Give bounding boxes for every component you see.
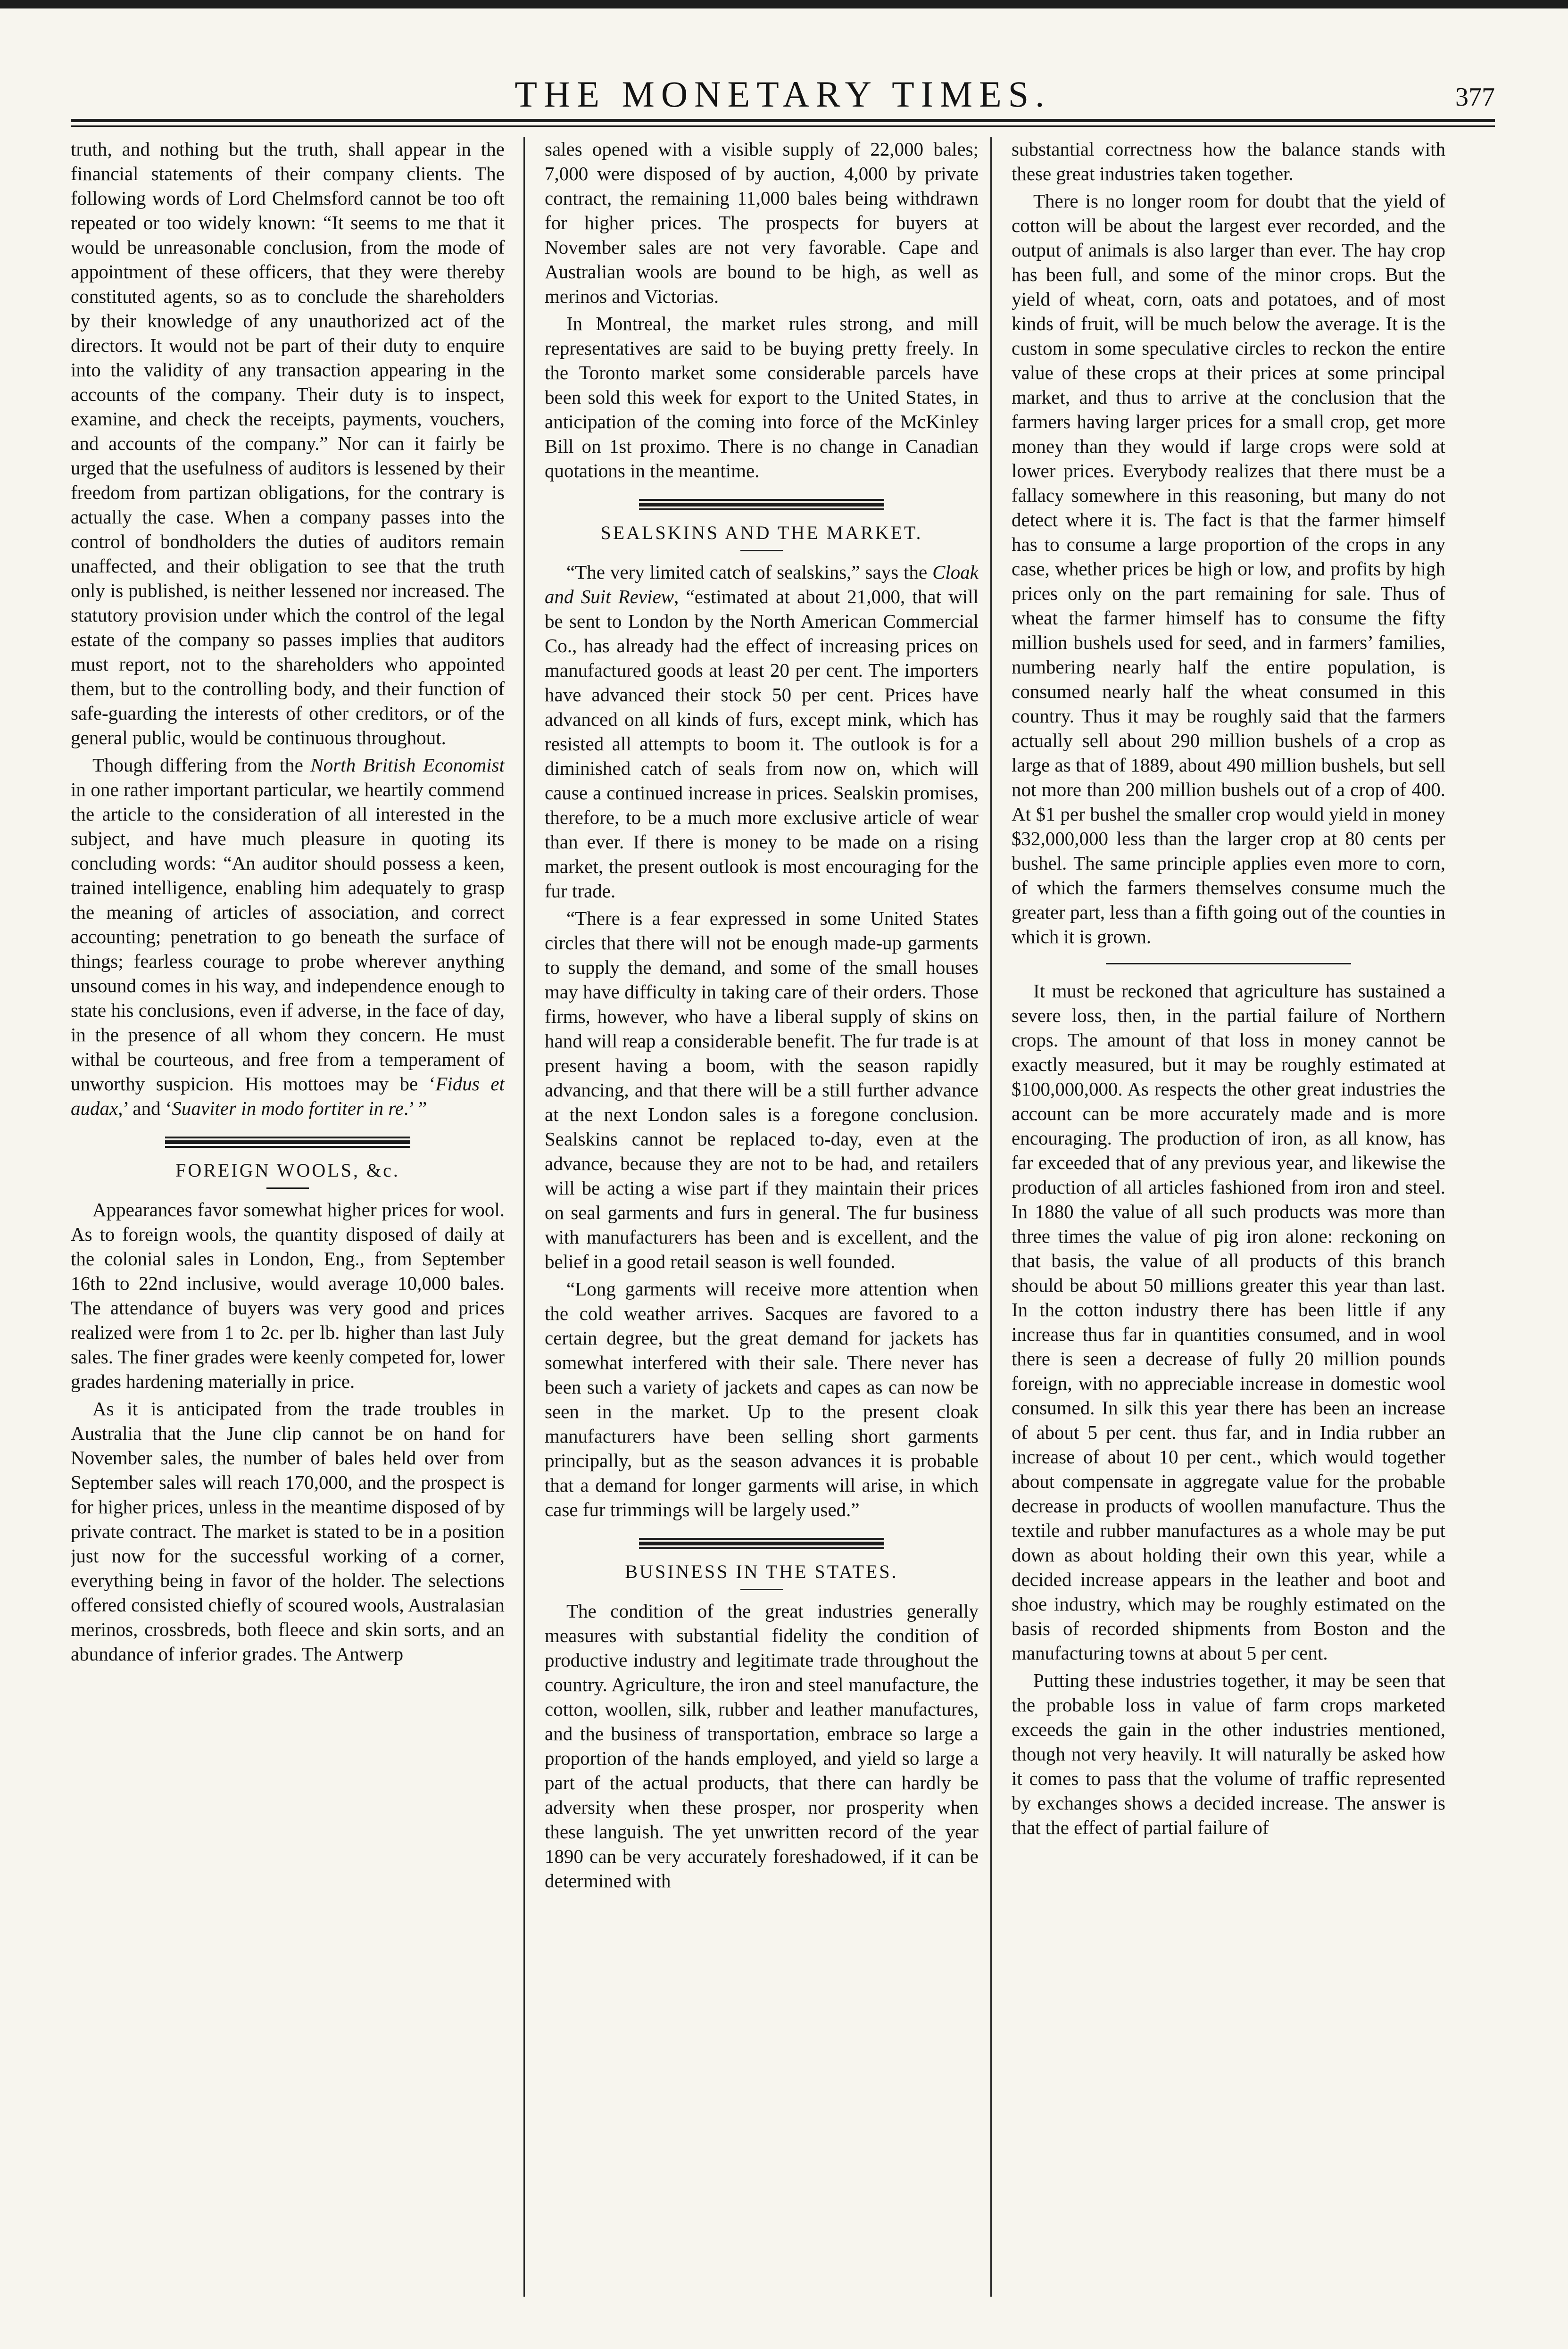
motto: Fidus et audax [71, 1073, 505, 1119]
header-rule-thin [71, 125, 1495, 127]
column-1 [71, 137, 505, 2297]
page-title: THE MONETARY TIMES. [514, 74, 1051, 115]
section-separator [165, 1137, 410, 1148]
header-rule-thick [71, 119, 1495, 122]
paragraph: substantial correctness how the balance stands with these great industries taken together. [1012, 138, 1445, 184]
paragraph: The condition of the great industries generally measures with substantial fidelity the condition of productive industry and legitimate trade throughout the country. Agriculture, the iron and steel manufacture, the cotton, woollen, silk, rubber and leather manufactures, and the business of transportation, embrace so large a proportion of the hands employed, and yield so large a part of the actual products, that there can hardly be adversity when these prosper, nor prosperity when these languish. The yet unwritten record of the year 1890 can be very accurately foreshadowed, if it can be determined with [545, 1600, 979, 1892]
top-edge-mark [0, 0, 1568, 8]
heading-underline [740, 550, 783, 551]
paragraph: Though differing from the North British Economist in one rather important particular, we heartily commend the article to the consideration of all interested in the subject, and have much pleasure in quoting its concluding words: “An auditor should possess a keen, trained intelligence, enabling him adequately to grasp the meaning of articles of association, and correct accounting; penetration to go beneath the surface of things; fearless courage to probe wherever anything unsound comes in his way, and independence enough to state his conclusions, even if adverse, in the face of day, in the presence of all whom they concern. He must withal be courteous, and free from a temperament of unworthy suspicion. His mottoes may be ‘Fidus et audax,’ and ‘Suaviter in modo fortiter in re.’ ” [71, 754, 505, 1119]
heading-underline [266, 1187, 309, 1189]
motto: Suaviter in modo fortiter in re [172, 1097, 404, 1119]
section-separator [639, 499, 884, 510]
column-divider [523, 137, 525, 2297]
paragraph: As it is anticipated from the trade troubles in Australia that the June clip cannot be on hand for November sales, the number of bales held over from September sales will reach 170,000, and the prospect is for higher prices, unless in the meantime disposed of by private contract. The market is stated to be in a position just now for the successful working of a corner, everything being in favor of the holder. The selections offered consisted chiefly of scoured wools, Australasian merinos, crossbreds, both fleece and skin sorts, and an abundance of inferior grades. The Antwerp [71, 1398, 505, 1665]
paragraph: Appearances favor somewhat higher prices for wool. As to foreign wools, the quantity disposed of daily at the colonial sales in London, Eng., from September 16th to 22nd inclusive, would average 10,000 bales. The attendance of buyers was very good and prices realized were from 1 to 2c. per lb. higher than last July sales. The finer grades were keenly competed for, lower grades hardening materially in price. [71, 1199, 505, 1392]
page-number: 377 [1455, 83, 1495, 112]
paragraph-separator [1106, 963, 1351, 964]
section-heading-foreign-wools: FOREIGN WOOLS, &c. [175, 1160, 400, 1181]
masthead [71, 71, 1495, 118]
heading-underline [740, 1589, 783, 1590]
column-divider [990, 137, 992, 2297]
paragraph: There is no longer room for doubt that the yield of cotton will be about the largest ever recorded, and the output of animals is also larger than ever. The hay crop has been full, and some of the minor crops. But the yield of wheat, corn, oats and potatoes, and of most kinds of fruit, will be much below the average. It is the custom in some speculative circles to reckon the entire value of these crops at their prices at some principal market, and thus to arrive at the conclusion that the farmers having larger prices for a small crop, get more money than they would if large crops were sold at lower prices. Everybody realizes that there must be a fallacy somewhere in this reasoning, but many do not detect where it is. The fact is that the farmer himself has to consume a large proportion of the crops in any case, whether prices be high or low, and profits by high prices only on the part remaining for sale. Thus of wheat the farmer himself has to consume the fifty million bushels used for seed, and in farmers’ families, numbering nearly half the entire population, is consumed nearly half the wheat consumed in this country. Thus it may be roughly said that the farmers actually sell about 290 million bushels of a crop as large as that of 1889, about 490 million bushels, but sell not more than 200 million bushels out of a crop of 400. At $1 per bushel the smaller crop would yield in money $32,000,000 less than the larger crop at 80 cents per bushel. The same principle applies even more to corn, of which the farmers themselves consume much the greater part, less than a fifth going out of the counties in which it is grown. [1012, 190, 1445, 947]
section-heading-business: BUSINESS IN THE STATES. [625, 1561, 898, 1582]
paragraph: “There is a fear expressed in some United States circles that there will not be enough made-up garments to supply the demand, and some of the small houses may have difficulty in taking care of their orders. Those firms, however, who have a liberal supply of skins on hand will reap a considerable benefit. The fur trade is at present having a boom, with the season rapidly advancing, and that there will be a still further advance at the next London sales is a foregone conclusion. Sealskins cannot be replaced to-day, even at the advance, because they are not to be had, and retailers will be acting a wise part if they maintain their prices on seal garments and furs in general. The fur business with manufacturers has been and is excellent, and the belief in a good retail season is well founded. [545, 907, 979, 1272]
paragraph: In Montreal, the market rules strong, and mill representatives are said to be buying pretty freely. In the Toronto market some considerable parcels have been sold this week for export to the United States, in anticipation of the coming into force of the McKinley Bill on 1st proximo. There is no change in Canadian quotations in the meantime. [545, 313, 979, 481]
column-3 [1012, 137, 1445, 2297]
section-heading-sealskins: SEALSKINS AND THE MARKET. [600, 522, 923, 543]
paragraph: sales opened with a visible supply of 22,000 bales; 7,000 were disposed of by auction, 4,000 by private contract, the remaining 11,000 bales being withdrawn for higher prices. The prospects for buyers at November sales are not very favorable. Cape and Australian wools are bound to be high, as well as merinos and Victorias. [545, 138, 979, 307]
section-separator [639, 1538, 884, 1549]
paragraph: It must be reckoned that agriculture has sustained a severe loss, then, in the partial failure of Northern crops. The amount of that loss in money cannot be exactly measured, but it may be roughly estimated at $100,000,000. As respects the other great industries the account can be more accurately made and is more encouraging. The production of iron, as all know, has far exceeded that of any previous year, and likewise the production of all articles fashioned from iron and steel. In 1880 the value of all such products was more than three times the value of pig iron alone: reckoning on that basis, the value of all products of this branch should be about 50 millions greater this year than last. In the cotton industry there has been little if any increase thus far in quantities consumed, and in wool there is seen a decrease of fully 20 million pounds foreign, with no appreciable increase in domestic wool consumed. In silk this year there has been an increase of about 5 per cent. thus far, and in India rubber an increase of about 10 per cent., which would together about compensate in aggregate value for the probable decrease in products of woollen manufacture. Thus the textile and rubber manufactures as a whole may be put down as about holding their own this year, while a decided increase appears in the leather and boot and shoe industry, which may be roughly estimated on the basis of recorded shipments from Boston and the manufacturing towns at about 5 per cent. [1012, 980, 1445, 1664]
publication-title: North British Economist [310, 754, 505, 776]
paragraph: Putting these industries together, it may be seen that the probable loss in value of farm crops marketed exceeds the gain in the other industries mentioned, though not very heavily. It will naturally be asked how it comes to pass that the volume of traffic represented by exchanges shows a decided increase. The answer is that the effect of partial failure of [1012, 1669, 1445, 1838]
paragraph: “The very limited catch of sealskins,” says the Cloak and Suit Review, “estimated at about 21,000, that will be sent to London by the North American Commercial Co., has already had the effect of increasing prices on manufactured goods at least 20 per cent. The importers have advanced their stock 50 per cent. Prices have advanced on all kinds of furs, except mink, which has resisted all attempts to boom it. The outlook is for a diminished catch of seals from now on, which will cause a continued increase in prices. Sealskin promises, therefore, to be a much more exclusive article of wear than ever. If there is money to be made on a rising market, the present outlook is most encouraging for the fur trade. [545, 561, 979, 902]
paragraph: truth, and nothing but the truth, shall appear in the financial statements of their company clients. The following words of Lord Chelmsford cannot be too oft repeated or too widely known: “It seems to me that it would be unreasonable conclusion, from the mode of appointment of these officers, that they were thereby constituted agents, so as to conclude the shareholders by their knowledge of any unauthorized act of the directors. It would not be part of their duty to enquire into the validity of any transaction appearing in the accounts of the company. Their duty is to inspect, examine, and check the receipts, payments, vouchers, and accounts of the company.” Nor can it fairly be urged that the usefulness of auditors is lessened by their freedom from partizan obligations, for the contrary is actually the case. When a company passes into the control of bondholders the duties of auditors remain unaffected, and their obligation to see that the truth only is published, is neither lessened nor increased. The statutory provision under which the control of the legal estate of the company so passes implies that auditors must report, not to the shareholders who appointed them, but to the controlling body, and their function of safe-guarding the interests of other creditors, or of the general public, would be continuous throughout. [71, 138, 505, 748]
publication-title: Cloak and Suit Review [545, 561, 979, 607]
paragraph: “Long garments will receive more attention when the cold weather arrives. Sacques are favored to a certain degree, but the great demand for jackets has somewhat interfered with their sale. There never has been such a variety of jackets and capes as can now be seen in the market. Up to the present cloak manufacturers have been selling short garments principally, but as the season advances it is probable that a demand for longer garments will arise, in which case fur trimmings will be largely used.” [545, 1278, 979, 1520]
column-2 [545, 137, 979, 2297]
